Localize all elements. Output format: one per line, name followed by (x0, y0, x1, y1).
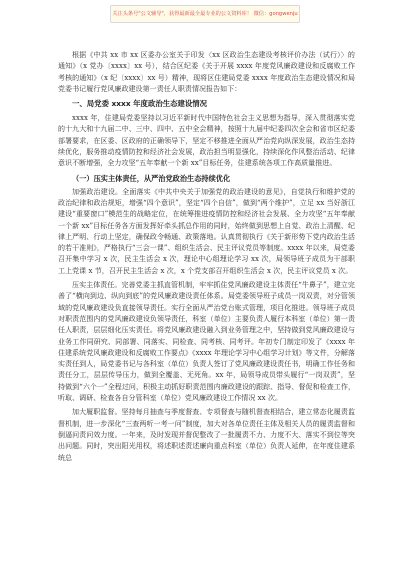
promo-banner[interactable]: 关注头条号"公文辅导"，获得最新最全最专业的公文资料库！ 微信：gongwenju (110, 5, 300, 23)
body-paragraph-1: xxxx 年，住建局党委坚持以习近平新时代中国特色社会主义思想为指导，深入贯彻落实党的十九大和十九届二中、三中、四中、五中全会精神，按照十九届中纪委四次全会和省市区纪委部署要求，在区委、区政府的正确领导下，坚定不移推进全面从严治党向纵深发展，政治生态持续优化，服务推动疫情防控和经济社会发展，政治担当明显强化，持续深化作风整治活动、纪律意识不断增强，全力攻坚“五年奉献一个新 xx”目标任务，住建系统各项工作高质量推进。 (58, 114, 355, 168)
intro-paragraph: 根据《中共 xx 市 xx 区委办公室关于印发〈xx 区政治生态建设考核评价办法（试行）〉的通知》（x 党办〔xxxx〕xx 号），结合区纪委《关于开展 xxxx 年度党风廉政建设和反腐败工作考核的通知》（x 纪〔xxxx〕xx 号）精神，现将区住建局党委 xxxx 年度政治生态建设情况和局党委书记履行党风廉政建设第一责任人职责情况报告如下： (58, 51, 355, 93)
section-heading-1: 一、局党委 xxxx 年度政治生态建设情况 (72, 99, 208, 109)
body-paragraph-4: 加大履职监督。坚持每月抽查与季度督查、专项督查与随机督查相结合，建立常态化履责监督机制，进一步深化“三查两听一考一问”制度，加大对各单位责任主体及相关人员的履责监督和倒逼问责问效力度。一年来，及时发现并督促整改了一批履责不力、力度不大、落实不到位等突出问题。同时，突出阳光用权，将述职述责述廉向重点科室（单位）负责人延伸，在年度住建系统总 (58, 408, 355, 462)
body-paragraph-2: 加强政治建设。全面落实《中共中央关于加强党的政治建设的意见》，自觉执行和维护党的政治纪律和政治规矩，增强“四个意识”，坚定“四个自信”，做到“两个维护”，立足 xx 当好浙江建设“重要窗口”模范生的战略定位，在统筹推进疫情防控和经济社会发展、全力攻坚“五年奉献一个新 xx”目标任务各方面发挥好牵头抓总作用的同时，始终做到思想上自觉、政治上清醒、纪律上严明、行动上坚定，确保政令畅通、政策落地。认真贯彻执行《关于新形势下党内政治生活的若干准则》，严格执行“三会一课”、组织生活会、民主评议党员等制度。xxxx 年以来，局党委召开集中学习 x 次，民主生活会 x 次，理论中心组理论学习 xx 次，局领导班子成员为干部职工上党课 x 节，召开民主生活会 x 次，x 个党支部召开组织生活会 x 次，民主评议党员 x 次。 (58, 187, 355, 275)
document-page (58, 50, 355, 467)
subsection-heading-1: （一）压实主体责任，从严治党政治生态持续优化 (72, 173, 231, 183)
body-paragraph-3: 压实主体责任。完善党委主抓直管机制，牢牢抓住党风廉政建设主体责任“牛鼻子”，建立完善了“横向到边、纵向到底”的党风廉政建设责任体系。局党委领导班子成员一岗双责，对分管领域的党风廉政建设负直接领导责任。实行全面从严治党台账式管理，项目化推进。领导班子成员对职责范围内的党风廉政建设负领导责任，科室（单位）主要负责人履行本科室（单位）第一责任人职责，层层细化压实责任。将党风廉政建设融入到业务管理之中，坚持做到党风廉政建设与业务工作同研究、同部署、同落实、同检查、同考核、同考评。年初专门制定印发了《xxxx 年住建系统党风廉政建设和反腐败工作要点》《xxxx 年理论学习中心组学习计划》等文件，分解落实责任到人，局党委书记与各科室（单位）负责人签订了党风廉政建设责任书，明确工作任务和责任分工，层层传导压力，做到全覆盖、无死角。xx 年，局领导成员带头履行“一岗双责”，坚持做到“六个一”全程过问，积极主动抓好职责范围内廉政建设的跟踪、指导、督促和检查工作，听取、调研、检查各自分管科室（单位）党风廉政建设工作情况 xx 次。 (58, 281, 355, 403)
